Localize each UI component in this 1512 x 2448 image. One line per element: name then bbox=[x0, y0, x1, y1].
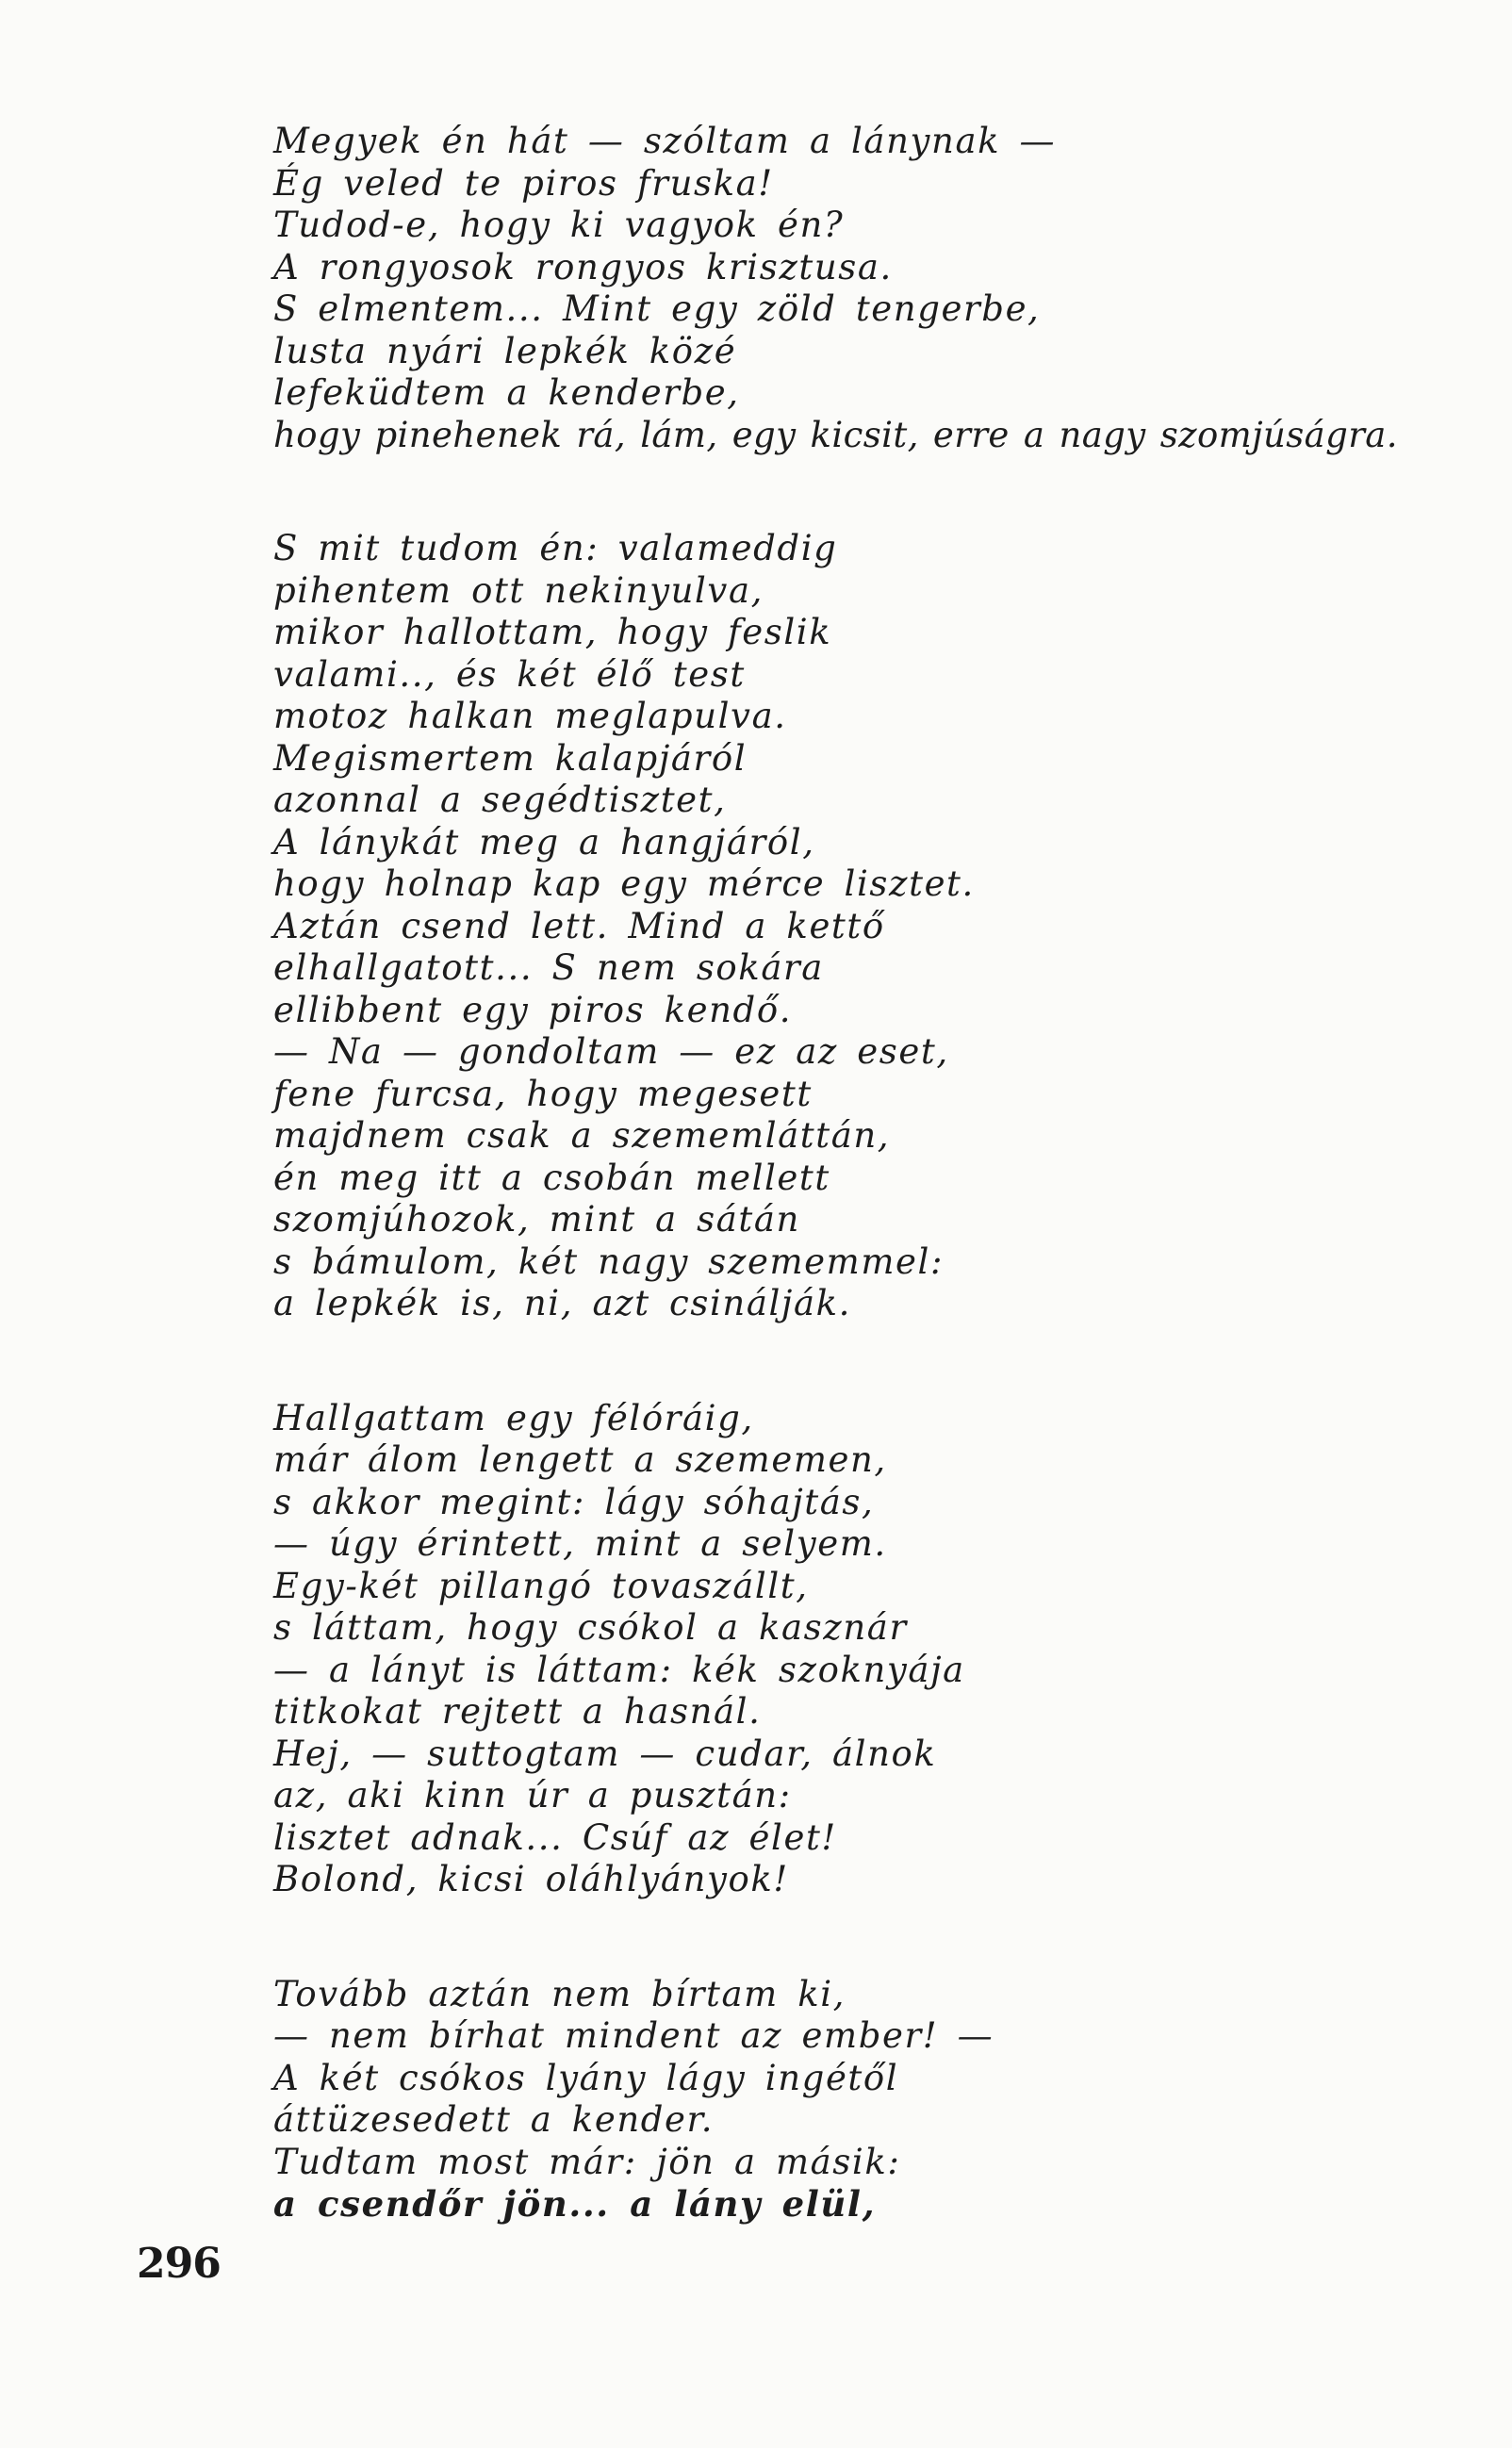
poem-line: lisztet adnak... Csúf az élet! bbox=[273, 1816, 837, 1858]
poem-line: elhallgatott... S nem sokára bbox=[273, 947, 824, 988]
poem-line: én meg itt a csobán mellett bbox=[273, 1157, 830, 1198]
poem-line: Egy-két pillangó tovaszállt, bbox=[273, 1565, 809, 1606]
poem-line: Ég veled te piros fruska! bbox=[273, 162, 774, 204]
stanza-4 bbox=[273, 1974, 1489, 2226]
stanza-1 bbox=[273, 121, 1489, 456]
poem-line: Tudod-e, hogy ki vagyok én? bbox=[273, 205, 845, 245]
poem-line: hogy holnap kap egy mérce lisztet. bbox=[273, 863, 975, 904]
poem-line: Megismertem kalapjáról bbox=[273, 737, 748, 779]
stanza-break bbox=[273, 456, 1489, 528]
poem-line: áttüzesedett a kender. bbox=[273, 2099, 715, 2140]
poem-line: Megyek én hát — szóltam a lánynak — bbox=[273, 121, 1057, 161]
poem-line: A két csókos lyány lágy ingétől bbox=[273, 2057, 899, 2098]
poem-line: — Na — gondoltam — ez az eset, bbox=[273, 1031, 949, 1072]
poem-line: lusta nyári lepkék közé bbox=[273, 330, 737, 371]
poem-line: Tudtam most már: jön a másik: bbox=[273, 2141, 901, 2182]
poem-line: Hej, — suttogtam — cudar, álnok bbox=[273, 1733, 937, 1774]
stanza-2 bbox=[273, 528, 1489, 1325]
poem-line: Aztán csend lett. Mind a kettő bbox=[273, 905, 885, 946]
poem-line: Tovább aztán nem bírtam ki, bbox=[273, 1973, 846, 2014]
poem-line: S elmentem... Mint egy zöld tengerbe, bbox=[273, 288, 1041, 329]
poem-line: s láttam, hogy csókol a kasznár bbox=[273, 1607, 908, 1648]
poem-line: a lepkék is, ni, azt csinálják. bbox=[273, 1283, 852, 1323]
stanza-break bbox=[273, 1901, 1489, 1974]
poem-line: lefeküdtem a kenderbe, bbox=[273, 372, 740, 413]
poem-line: Bolond, kicsi oláhlyányok! bbox=[273, 1859, 789, 1899]
poem-line: s bámulom, két nagy szememmel: bbox=[273, 1240, 945, 1282]
poem-line: S mit tudom én: valameddig bbox=[273, 528, 838, 568]
poem-line: hogy pinehenek rá, lám, egy kicsit, erre a nagy szomjúságra. bbox=[273, 414, 1398, 455]
poem-line: az, aki kinn úr a pusztán: bbox=[273, 1775, 792, 1815]
poem-line: pihentem ott nekinyulva, bbox=[273, 569, 764, 611]
poem-body bbox=[273, 121, 1489, 2226]
poem-line: már álom lengett a szememen, bbox=[273, 1439, 887, 1480]
stanza-break bbox=[273, 1325, 1489, 1398]
poem-line: fene furcsa, hogy megesett bbox=[273, 1073, 813, 1114]
poem-line: — nem bírhat mindent az ember! — bbox=[273, 2015, 994, 2056]
poem-line: majdnem csak a szememláttán, bbox=[273, 1115, 891, 1156]
poem-line: mikor hallottam, hogy feslik bbox=[273, 612, 832, 652]
poem-line: motoz halkan meglapulva. bbox=[273, 696, 787, 736]
poem-line: — úgy érintett, mint a selyem. bbox=[273, 1523, 887, 1564]
poem-line: valami.., és két élő test bbox=[273, 653, 746, 695]
poem-line: Hallgattam egy félóráig, bbox=[273, 1397, 754, 1438]
poem-line: A lánykát meg a hangjáról, bbox=[273, 821, 815, 863]
poem-line: s akkor megint: lágy sóhajtás, bbox=[273, 1481, 875, 1522]
poem-line: azonnal a segédtisztet, bbox=[273, 780, 727, 820]
stanza-3 bbox=[273, 1398, 1489, 1901]
poem-line: a csendőr jön... a lány elül, bbox=[273, 2183, 877, 2225]
page-number: 296 bbox=[137, 2240, 221, 2288]
poem-line: — a lányt is láttam: kék szoknyája bbox=[273, 1649, 965, 1690]
poem-line: A rongyosok rongyos krisztusa. bbox=[273, 246, 893, 288]
poem-line: ellibbent egy piros kendő. bbox=[273, 989, 793, 1030]
poem-line: szomjúhozok, mint a sátán bbox=[273, 1199, 800, 1240]
poem-line: titkokat rejtett a hasnál. bbox=[273, 1691, 762, 1732]
